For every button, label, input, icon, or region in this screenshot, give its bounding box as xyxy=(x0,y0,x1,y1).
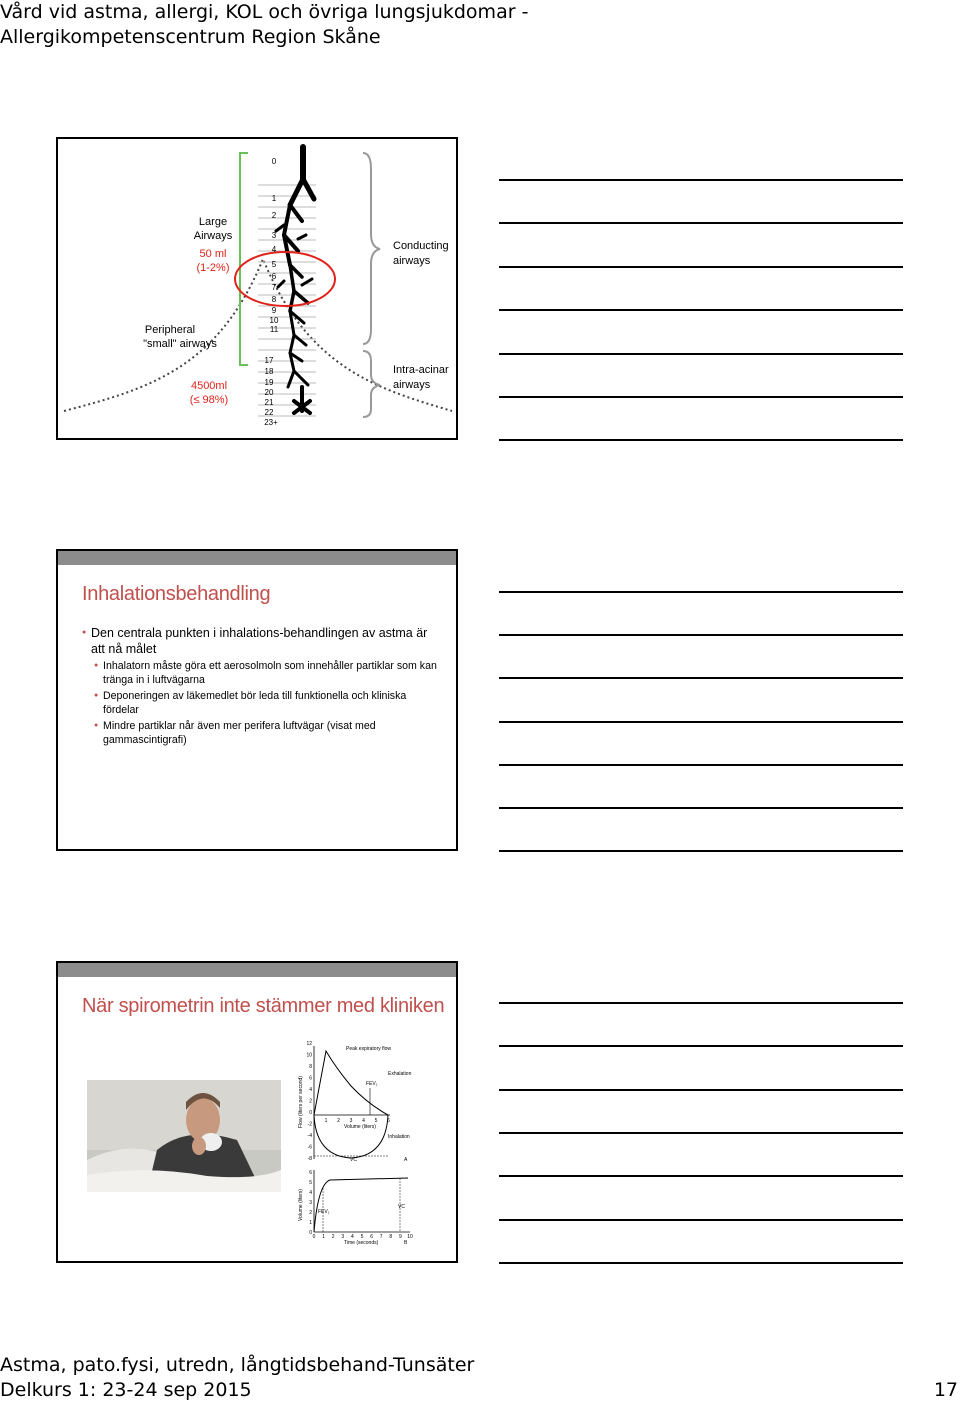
slide-title-bar xyxy=(58,551,456,565)
generation-number: 5 xyxy=(271,260,277,269)
note-line xyxy=(499,677,903,679)
large-airways-bracket xyxy=(240,153,248,365)
airway-tree xyxy=(276,147,314,413)
note-line xyxy=(499,850,903,852)
x-tick-label: 3 xyxy=(341,1234,345,1240)
conducting-bracket xyxy=(363,153,380,344)
generation-number: 17 xyxy=(264,356,274,365)
peripheral-label: Peripheral xyxy=(144,324,196,336)
x-tick-label: 6 xyxy=(370,1234,373,1240)
fev1-label: FEV₁ xyxy=(318,1209,330,1215)
y-tick-label: -4 xyxy=(307,1133,312,1139)
footer-line-2: Delkurs 1: 23-24 sep 2015 xyxy=(0,1379,252,1401)
x-tick-label: 5 xyxy=(374,1118,378,1124)
generation-number: 2 xyxy=(271,211,277,220)
bullet-icon: ● xyxy=(94,722,99,729)
generation-number: 18 xyxy=(264,367,274,376)
x-tick-label: 8 xyxy=(389,1234,393,1240)
y-tick-label: -6 xyxy=(307,1144,312,1151)
flow-volume-loop-chart xyxy=(296,1038,426,1163)
intra-acinar-airways-label: airways xyxy=(393,379,431,391)
fev1-label: FEV₁ xyxy=(366,1081,378,1087)
exhalation-label: Exhalation xyxy=(388,1071,412,1077)
generation-number: 22 xyxy=(264,408,274,417)
x-tick-label: 0 xyxy=(312,1234,316,1240)
vc-label: VC xyxy=(398,1204,405,1210)
y-tick-label: 2 xyxy=(309,1210,312,1216)
note-line xyxy=(499,1262,903,1264)
document-header xyxy=(0,0,528,50)
page-number: 17 xyxy=(933,1379,958,1401)
percent-large-label: (1-2%) xyxy=(196,262,230,274)
slide-title: Inhalationsbehandling xyxy=(82,583,271,605)
slide-airways-diagram xyxy=(56,137,458,440)
x-tick-label: 5 xyxy=(360,1234,364,1240)
note-line xyxy=(499,353,903,355)
x-tick-label: 1 xyxy=(324,1118,328,1124)
x-tick-label: 4 xyxy=(351,1234,354,1240)
y-tick-label: 12 xyxy=(306,1041,312,1047)
generation-number: 11 xyxy=(269,325,279,334)
note-line xyxy=(499,222,903,224)
intra-acinar-label: Intra-acinar xyxy=(393,364,449,376)
y-tick-label: -8 xyxy=(307,1156,312,1162)
y-axis-label: Flow (liters per second) xyxy=(298,1076,304,1128)
x-tick-label: 7 xyxy=(379,1234,383,1240)
volume-time-chart xyxy=(296,1166,426,1246)
y-tick-label: 5 xyxy=(309,1180,312,1186)
generation-numbers xyxy=(264,157,279,427)
list-item: ● Deponeringen av läkemedlet bör leda till funktionella och kliniska fördelar xyxy=(94,690,407,716)
note-line xyxy=(499,179,903,181)
x-axis-label: Volume (liters) xyxy=(344,1124,376,1130)
generation-number: 21 xyxy=(264,398,274,407)
list-item: ● Den centrala punkten i inhalations-behandlingen av astma är att nå målet xyxy=(82,626,428,656)
document-footer xyxy=(0,1353,474,1403)
small-airways-label: "small" airways xyxy=(143,338,217,350)
generation-number: 7 xyxy=(271,283,277,292)
peak-flow-label: Peak expiratory flow xyxy=(346,1046,392,1052)
volume-large-label: 50 ml xyxy=(199,248,227,260)
slide-inhalationsbehandling xyxy=(56,549,458,851)
y-tick-label: 8 xyxy=(309,1064,312,1070)
header-line-1: Vård vid astma, allergi, KOL och övriga lungsjukdomar - xyxy=(0,1,529,23)
y-tick-label: 10 xyxy=(306,1052,312,1059)
list-item: ● Inhalatorn måste göra ett aerosolmoln som innehåller partiklar som kan tränga in i luftvägarna xyxy=(94,660,437,686)
x-tick-label: 1 xyxy=(322,1234,325,1240)
slide-spirometri xyxy=(56,961,458,1263)
generation-number: 19 xyxy=(264,378,274,387)
panel-label: B xyxy=(404,1240,408,1246)
bullet-icon: ● xyxy=(82,629,87,636)
large-label: Large xyxy=(198,216,228,228)
y-tick-label: 0 xyxy=(309,1110,312,1116)
x-axis-label: Time (seconds) xyxy=(344,1240,379,1246)
slide-title-bar xyxy=(58,963,456,977)
vc-label: VC xyxy=(350,1157,357,1163)
y-tick-label: 4 xyxy=(309,1190,312,1196)
generation-number: 1 xyxy=(271,194,277,203)
note-line xyxy=(499,1219,903,1221)
note-line xyxy=(499,1002,903,1004)
x-tick-label: 10 xyxy=(407,1234,413,1240)
footer-line-1: Astma, pato.fysi, utredn, långtidsbehand-Tunsäter xyxy=(0,1354,475,1376)
note-line xyxy=(499,807,903,809)
patient-photo xyxy=(87,1080,281,1192)
note-line xyxy=(499,1089,903,1091)
note-line xyxy=(499,1132,903,1134)
generation-number: 10 xyxy=(269,316,279,325)
note-line xyxy=(499,591,903,593)
airways-label: Airways xyxy=(193,230,233,242)
x-tick-label: 4 xyxy=(362,1118,365,1124)
note-line xyxy=(499,1175,903,1177)
small-airways-highlight xyxy=(235,252,335,306)
note-line xyxy=(499,721,903,723)
generation-number: 9 xyxy=(271,306,277,315)
y-tick-label: 6 xyxy=(309,1170,312,1176)
x-tick-label: 6 xyxy=(387,1118,390,1124)
list-item: ● Mindre partiklar når även mer perifera luftvägar (visat med gammascintigrafi) xyxy=(94,720,376,746)
generation-number: 20 xyxy=(264,388,274,397)
x-tick-label: 2 xyxy=(331,1234,335,1240)
slide-title: När spirometrin inte stämmer med kliniken xyxy=(82,995,445,1017)
generation-number: 6 xyxy=(271,272,277,281)
y-tick-label: 0 xyxy=(309,1230,312,1236)
bullet-list xyxy=(82,625,442,749)
x-tick-label: 9 xyxy=(399,1234,402,1240)
x-tick-label: 2 xyxy=(337,1118,340,1124)
note-line xyxy=(499,634,903,636)
note-line xyxy=(499,396,903,398)
y-tick-label: 1 xyxy=(309,1220,312,1226)
conducting-label: Conducting xyxy=(393,240,449,252)
note-line xyxy=(499,1045,903,1047)
generation-number: 0 xyxy=(271,157,277,166)
intra-acinar-bracket xyxy=(363,351,380,417)
note-line xyxy=(499,266,903,268)
percent-small-label: (≤ 98%) xyxy=(189,394,229,406)
note-line xyxy=(499,764,903,766)
inhalation-label: Inhalation xyxy=(388,1134,410,1140)
panel-label: A xyxy=(404,1157,408,1163)
generation-number: 3 xyxy=(271,231,277,240)
y-tick-label: 3 xyxy=(309,1200,312,1206)
note-line xyxy=(499,309,903,311)
generation-number: 8 xyxy=(271,295,277,304)
note-line xyxy=(499,439,903,441)
y-tick-label: 2 xyxy=(309,1098,312,1105)
airways-diagram xyxy=(58,139,456,438)
header-line-2: Allergikompetenscentrum Region Skåne xyxy=(0,26,381,48)
y-tick-label: -2 xyxy=(307,1121,312,1128)
generation-number: 23+ xyxy=(264,418,278,427)
x-tick-label: 3 xyxy=(349,1118,353,1124)
volume-curve xyxy=(314,1178,408,1232)
generation-number: 4 xyxy=(271,245,277,254)
bullet-icon: ● xyxy=(94,662,99,669)
y-tick-label: 4 xyxy=(309,1087,312,1093)
y-tick-label: 6 xyxy=(309,1075,312,1082)
volume-small-label: 4500ml xyxy=(190,380,228,392)
y-axis-label: Volume (liters) xyxy=(298,1189,304,1221)
conducting-airways-label: airways xyxy=(393,255,431,267)
bullet-icon: ● xyxy=(94,692,99,699)
